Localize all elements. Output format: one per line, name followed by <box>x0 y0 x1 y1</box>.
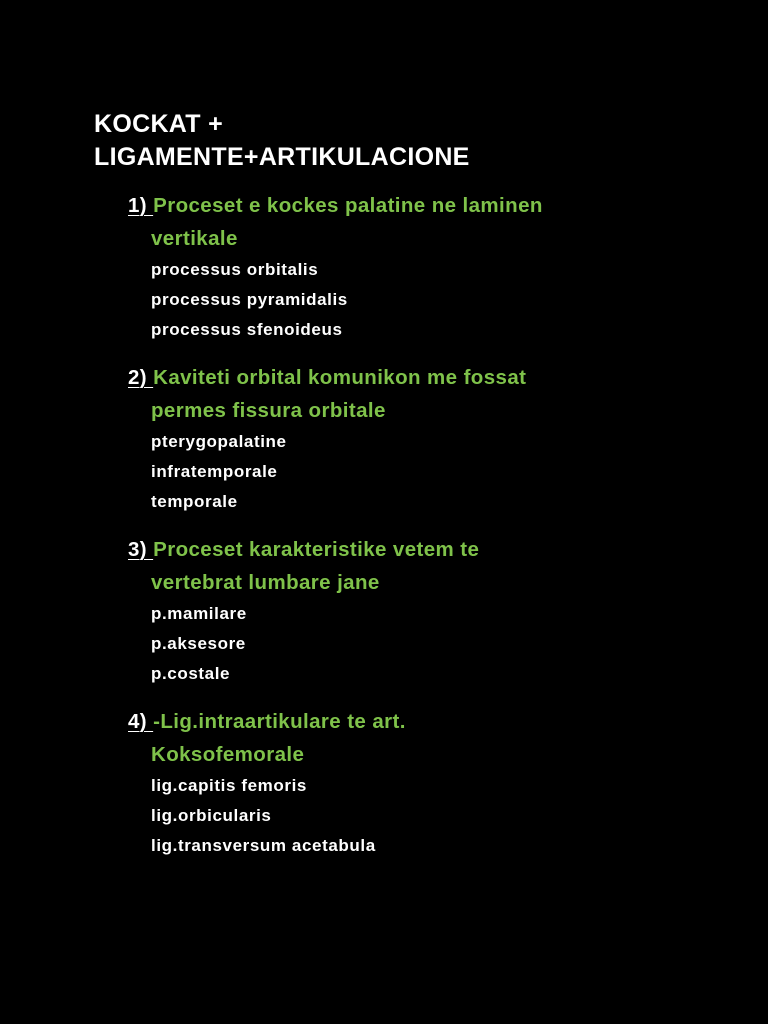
question-number: 3) <box>128 538 154 561</box>
question-heading <box>128 705 688 771</box>
page-title <box>94 108 694 174</box>
question-text-line-2: permes fissura orbitale <box>151 399 386 422</box>
answer-item: p.aksesore <box>151 634 246 653</box>
answer-item: pterygopalatine <box>151 432 287 451</box>
question-text-line-1: Proceset e kockes palatine ne laminen <box>153 194 543 217</box>
question-heading <box>128 361 688 427</box>
question-number: 4) <box>128 710 154 733</box>
answer-list <box>128 771 688 861</box>
title-line-2: LIGAMENTE+ARTIKULACIONE <box>94 143 470 171</box>
answer-item: lig.transversum acetabula <box>151 836 376 855</box>
answer-item: processus orbitalis <box>151 260 319 279</box>
question-4 <box>128 705 688 861</box>
answer-item: temporale <box>151 492 238 511</box>
answer-item: infratemporale <box>151 462 278 481</box>
question-text-line-1: -Lig.intraartikulare te art. <box>153 710 406 733</box>
question-heading <box>128 533 688 599</box>
question-number: 1) <box>128 194 154 217</box>
question-number: 2) <box>128 366 154 389</box>
question-3 <box>128 533 688 689</box>
question-text-line-2: vertebrat lumbare jane <box>151 571 380 594</box>
question-text-line-1: Proceset karakteristike vetem te <box>153 538 480 561</box>
answer-item: p.mamilare <box>151 604 247 623</box>
answer-item: processus sfenoideus <box>151 320 343 339</box>
question-text-line-1: Kaviteti orbital komunikon me fossat <box>153 366 527 389</box>
answer-list <box>128 255 688 345</box>
title-line-1: KOCKAT + <box>94 110 224 138</box>
answer-list <box>128 427 688 517</box>
answer-item: lig.orbicularis <box>151 806 272 825</box>
answer-item: p.costale <box>151 664 231 683</box>
question-text-line-2: Koksofemorale <box>151 743 305 766</box>
question-2 <box>128 361 688 517</box>
question-1 <box>128 189 688 345</box>
answer-list <box>128 599 688 689</box>
question-text-line-2: vertikale <box>151 227 238 250</box>
answer-item: lig.capitis femoris <box>151 776 307 795</box>
question-heading <box>128 189 688 255</box>
answer-item: processus pyramidalis <box>151 290 348 309</box>
